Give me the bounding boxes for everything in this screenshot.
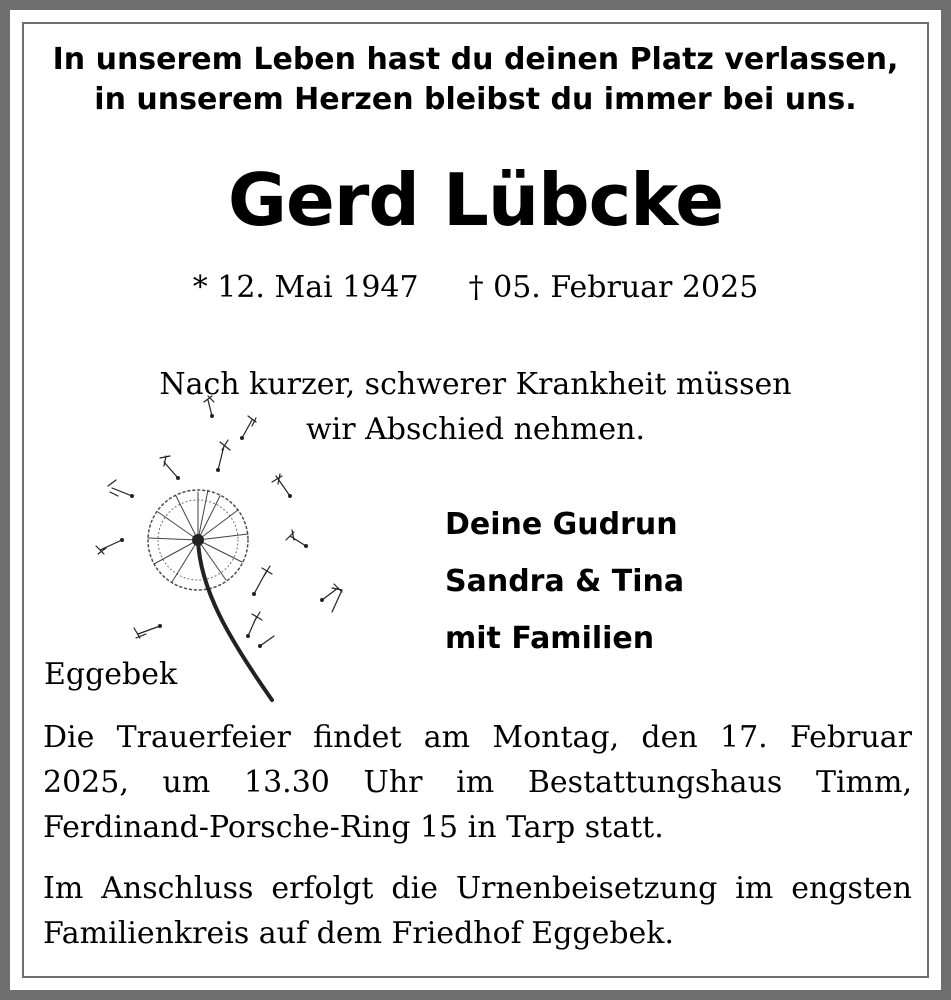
place-name: Eggebek	[44, 657, 178, 692]
signers	[445, 496, 684, 667]
farewell-line-1: Nach kurzer, schwerer Krankheit müssen	[159, 367, 792, 402]
signer-2: Sandra & Tina	[445, 564, 685, 599]
farewell-line-2: wir Abschied nehmen.	[305, 412, 646, 447]
motto-line-1: In unserem Leben hast du deinen Platz verlassen,	[52, 42, 899, 77]
deceased-name: Gerd Lübcke	[227, 158, 724, 242]
signer-1: Deine Gudrun	[445, 507, 678, 542]
birth-date: * 12. Mai 1947	[192, 270, 419, 305]
life-dates	[0, 268, 951, 308]
burial-paragraph: Im Anschluss erfolgt die Urnenbeisetzung im engsten Familienkreis auf dem Friedhof Eggebek.	[43, 871, 912, 951]
ceremony-paragraph: Die Trauerfeier findet am Montag, den 17. Februar 2025, um 13.30 Uhr im Bestattungshaus Timm, Ferdinand-Porsche-Ring 15 in Tarp statt.	[43, 720, 912, 845]
motto	[0, 40, 951, 120]
death-date: † 05. Februar 2025	[468, 270, 759, 305]
signer-3: mit Familien	[445, 621, 655, 656]
motto-line-2: in unserem Herzen bleibst du immer bei uns.	[94, 82, 857, 117]
farewell-message	[0, 362, 951, 452]
